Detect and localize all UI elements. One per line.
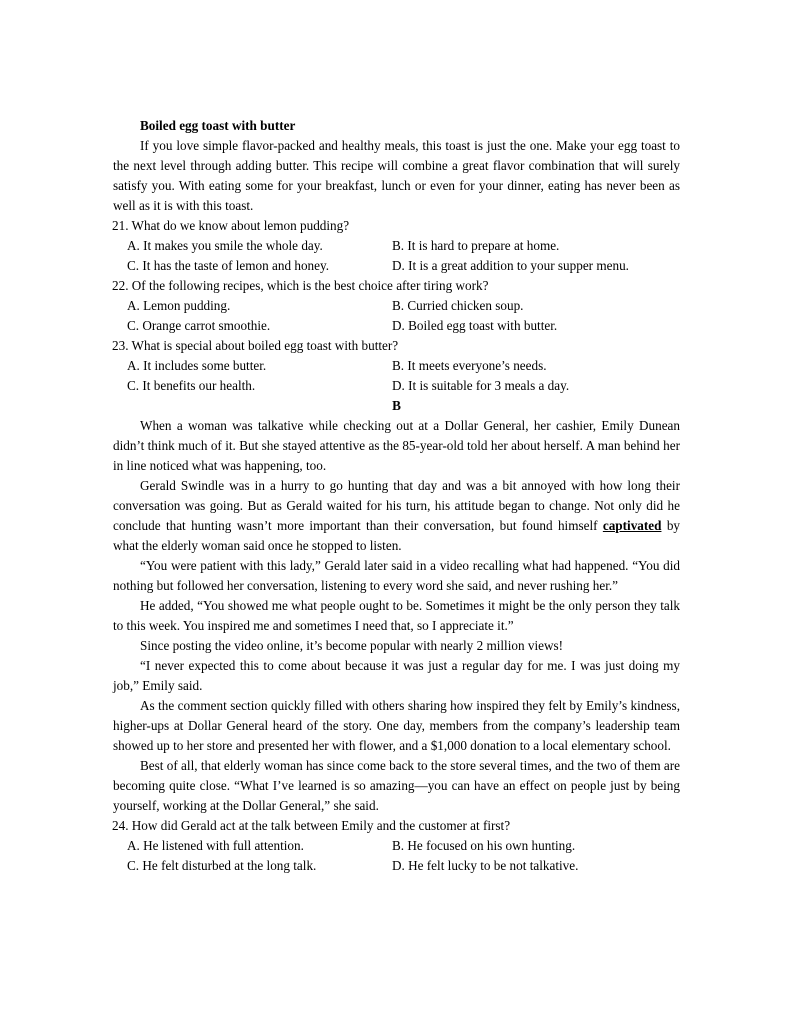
passage-paragraph-7: As the comment section quickly filled with others sharing how inspired they felt by Emily’s kindness, higher-ups at Dollar General heard of the story. One day, members from the company’s leadership team showed up to her store and presented her with flower, and a $1,000 donation to a local elementary school. bbox=[113, 698, 680, 753]
passage-paragraph-6: “I never expected this to come about because it was just a regular day for me. I was just doing my job,” Emily said. bbox=[113, 658, 680, 693]
option-a: A. He listened with full attention. bbox=[127, 838, 304, 853]
question-22 bbox=[113, 276, 680, 336]
question-stem: 23. What is special about boiled egg toast with butter? bbox=[112, 338, 399, 353]
passage-paragraph-3: “You were patient with this lady,” Gerald later said in a video recalling what had happened. “You did nothing but followed her conversation, listening to every word she said, and never rushing her.” bbox=[113, 558, 680, 593]
question-21 bbox=[113, 216, 680, 276]
option-c: C. It has the taste of lemon and honey. bbox=[127, 258, 330, 273]
option-d: D. Boiled egg toast with butter. bbox=[392, 318, 558, 333]
option-b: B. He focused on his own hunting. bbox=[392, 838, 576, 853]
question-24 bbox=[113, 816, 680, 876]
option-c: C. Orange carrot smoothie. bbox=[127, 318, 271, 333]
question-23 bbox=[113, 336, 680, 396]
option-b: B. Curried chicken soup. bbox=[392, 298, 524, 313]
option-d: D. He felt lucky to be not talkative. bbox=[392, 858, 579, 873]
question-stem: 24. How did Gerald act at the talk between Emily and the customer at first? bbox=[112, 818, 511, 833]
question-stem: 21. What do we know about lemon pudding? bbox=[112, 218, 350, 233]
underlined-word: captivated bbox=[602, 518, 662, 533]
passage-paragraph-4: He added, “You showed me what people ought to be. Sometimes it might be the only person they talk to this week. You inspired me and sometimes I need that, so I appreciate it.” bbox=[113, 598, 680, 633]
recipe-paragraph: If you love simple flavor-packed and healthy meals, this toast is just the one. Make your egg toast to the next level through adding butter. This recipe will combine a great flavor combination that will surely satisfy you. With eating some for your breakfast, lunch or even for your dinner, eating has never been as well as it is with this toast. bbox=[113, 138, 680, 213]
passage-paragraph-1: When a woman was talkative while checking out at a Dollar General, her cashier, Emily Dunean didn’t think much of it. But she stayed attentive as the 85-year-old told her about herself. A man behind her in line noticed what was happening, too. bbox=[113, 418, 680, 473]
recipe-title: Boiled egg toast with butter bbox=[140, 118, 296, 133]
option-c: C. He felt disturbed at the long talk. bbox=[127, 858, 317, 873]
question-stem: 22. Of the following recipes, which is the best choice after tiring work? bbox=[112, 278, 489, 293]
option-a: A. It makes you smile the whole day. bbox=[127, 238, 323, 253]
option-c: C. It benefits our health. bbox=[127, 378, 256, 393]
document-page bbox=[113, 116, 680, 876]
passage-text: by what the elderly woman said once he stopped to listen. bbox=[113, 518, 681, 553]
option-a: A. It includes some butter. bbox=[127, 358, 267, 373]
passage-text: Gerald Swindle was in a hurry to go hunting that day and was a bit annoyed with how long their conversation was going. But as Gerald waited for his turn, his attitude began to change. Not only did he conclude that hunting wasn’t more important than their conversation, but found himself bbox=[113, 478, 680, 533]
option-b: B. It meets everyone’s needs. bbox=[392, 358, 547, 373]
option-d: D. It is a great addition to your supper menu. bbox=[392, 258, 629, 273]
option-a: A. Lemon pudding. bbox=[127, 298, 231, 313]
passage-paragraph-2 bbox=[113, 476, 680, 556]
option-b: B. It is hard to prepare at home. bbox=[392, 238, 560, 253]
option-d: D. It is suitable for 3 meals a day. bbox=[392, 378, 570, 393]
passage-paragraph-5: Since posting the video online, it’s become popular with nearly 2 million views! bbox=[140, 638, 564, 653]
passage-paragraph-8: Best of all, that elderly woman has since come back to the store several times, and the two of them are becoming quite close. “What I’ve learned is so amazing—you can have an effect on people just by being yourself, working at the Dollar General,” she said. bbox=[113, 758, 680, 813]
section-heading-b: B bbox=[392, 398, 401, 413]
